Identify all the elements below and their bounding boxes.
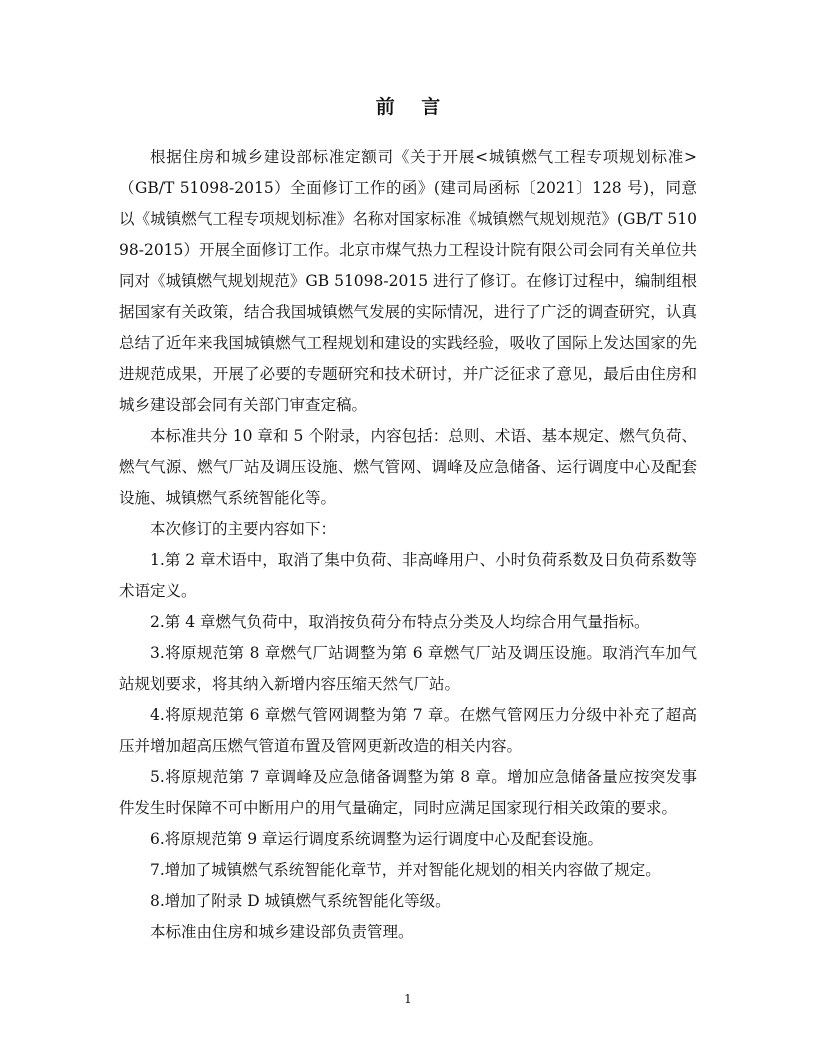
revision-item-2: 2.第 4 章燃气负荷中，取消按负荷分布特点分类及人均综合用气量指标。 xyxy=(150,613,650,631)
paragraph-main-revisions-intro: 本次修订的主要内容如下： xyxy=(150,520,337,538)
document-body xyxy=(119,142,697,948)
paragraph-management-note: 本标准由住房和城乡建设部负责管理。 xyxy=(150,923,414,941)
revision-item-8: 8.增加了附录 D 城镇燃气系统智能化等级。 xyxy=(150,892,451,910)
revision-item-4: 4.将原规范第 6 章燃气管网调整为第 7 章。在燃气管网压力分级中补充了超高压并增加超高压燃气管道布置及管网更新改造的相关内容。 xyxy=(119,706,697,755)
paragraph-standard-contents: 本标准共分 10 章和 5 个附录，内容包括：总则、术语、基本规定、燃气负荷、燃气气源、燃气厂站及调压设施、燃气管网、调峰及应急储备、运行调度中心及配套设施、城镇燃气系统智能化等。 xyxy=(119,427,697,507)
revision-item-3: 3.将原规范第 8 章燃气厂站调整为第 6 章燃气厂站及调压设施。取消汽车加气站规划要求，将其纳入新增内容压缩天然气厂站。 xyxy=(119,644,697,693)
revision-item-7: 7.增加了城镇燃气系统智能化章节，并对智能化规划的相关内容做了规定。 xyxy=(150,861,661,879)
revision-item-1: 1.第 2 章术语中，取消了集中负荷、非高峰用户、小时负荷系数及日负荷系数等术语定义。 xyxy=(119,551,697,600)
revision-item-5: 5.将原规范第 7 章调峰及应急储备调整为第 8 章。增加应急储备量应按突发事件发生时保障不可中断用户的用气量确定，同时应满足国家现行相关政策的要求。 xyxy=(119,768,697,817)
paragraph-revision-background: 根据住房和城乡建设部标准定额司《关于开展<城镇燃气工程专项规划标准>（GB/T 51098-2015）全面修订工作的函》(建司局函标〔2021〕128 号)，同意以《城镇燃气工程专项规划标准》名称对国家标准《城镇燃气规划规范》(GB/T 51098-2015）开展全面修订工作。北京市煤气热力工程设计院有限公司会同有关单位共同对《城镇燃气规划规范》GB 51098-2015 进行了修订。在修订过程中，编制组根据国家有关政策，结合我国城镇燃气发展的实际情况，进行了广泛的调查研究，认真总结了近年来我国城镇燃气工程规划和建设的实践经验，吸收了国际上发达国家的先进规范成果，开展了必要的专题研究和技术研讨，并广泛征求了意见，最后由住房和城乡建设部会同有关部门审查定稿。 xyxy=(119,148,697,414)
revision-item-6: 6.将原规范第 9 章运行调度系统调整为运行调度中心及配套设施。 xyxy=(150,830,604,848)
page-title: 前 言 xyxy=(375,96,451,118)
page-number: 1 xyxy=(404,992,412,1006)
